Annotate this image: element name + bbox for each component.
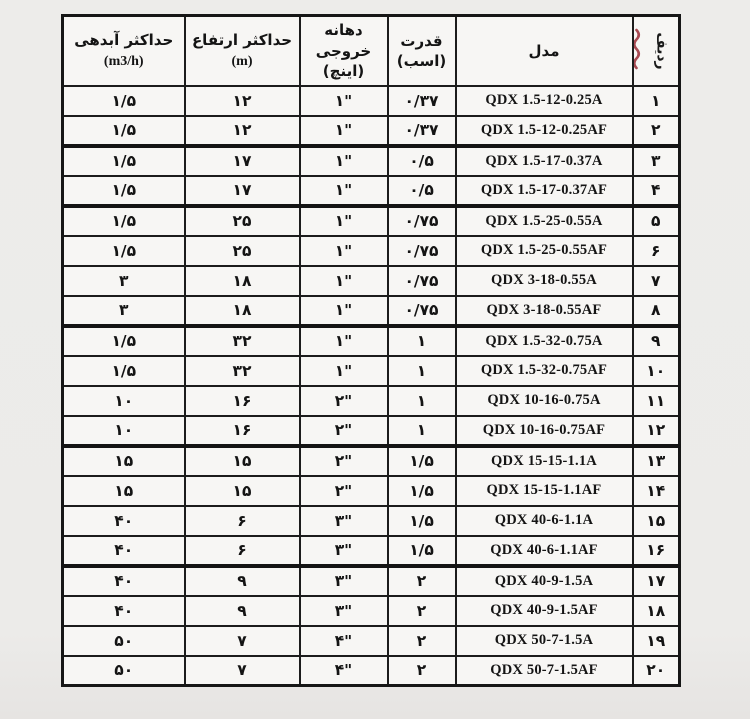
outlet-cell: ۳" bbox=[300, 596, 388, 626]
flow-cell: ۱/۵ bbox=[63, 356, 185, 386]
row-number-cell: ۲۰ bbox=[633, 656, 680, 686]
outlet-cell: ۱" bbox=[300, 266, 388, 296]
table-row bbox=[63, 446, 680, 476]
model-cell: QDX 40-6-1.1A bbox=[456, 506, 633, 536]
table-row bbox=[63, 596, 680, 626]
power-cell: ۰/۷۵ bbox=[388, 236, 456, 266]
power-cell: ۰/۵ bbox=[388, 146, 456, 176]
row-number-cell: ۱۱ bbox=[633, 386, 680, 416]
flow-cell: ۱/۵ bbox=[63, 206, 185, 236]
row-number-header-label: ردیف bbox=[653, 32, 670, 70]
head-cell: ۱۷ bbox=[185, 146, 300, 176]
flow-cell: ۵۰ bbox=[63, 626, 185, 656]
model-cell: QDX 1.5-32-0.75AF bbox=[456, 356, 633, 386]
flow-cell: ۱/۵ bbox=[63, 116, 185, 146]
outlet-cell: ۱" bbox=[300, 206, 388, 236]
outlet-cell: ۱" bbox=[300, 326, 388, 356]
model-cell: QDX 1.5-17-0.37A bbox=[456, 146, 633, 176]
header-power-label: قدرت bbox=[400, 31, 443, 50]
model-cell: QDX 3-18-0.55AF bbox=[456, 296, 633, 326]
power-cell: ۱/۵ bbox=[388, 446, 456, 476]
flow-cell: ۳ bbox=[63, 266, 185, 296]
outlet-cell: ۱" bbox=[300, 176, 388, 206]
power-cell: ۰/۷۵ bbox=[388, 266, 456, 296]
table-row bbox=[63, 416, 680, 446]
model-cell: QDX 1.5-12-0.25A bbox=[456, 86, 633, 116]
table-row bbox=[63, 476, 680, 506]
head-cell: ۶ bbox=[185, 506, 300, 536]
outlet-cell: ۲" bbox=[300, 476, 388, 506]
power-cell: ۰/۷۵ bbox=[388, 296, 456, 326]
header-head-unit: (m) bbox=[231, 53, 253, 69]
head-cell: ۷ bbox=[185, 626, 300, 656]
row-number-cell: ۳ bbox=[633, 146, 680, 176]
flow-cell: ۱/۵ bbox=[63, 86, 185, 116]
row-number-cell: ۴ bbox=[633, 176, 680, 206]
power-cell: ۰/۳۷ bbox=[388, 86, 456, 116]
table-body bbox=[63, 86, 680, 686]
model-cell: QDX 1.5-25-0.55A bbox=[456, 206, 633, 236]
model-cell: QDX 1.5-12-0.25AF bbox=[456, 116, 633, 146]
power-cell: ۱/۵ bbox=[388, 476, 456, 506]
table-row bbox=[63, 86, 680, 116]
red-squiggle-icon bbox=[633, 28, 641, 74]
row-number-cell: ۲ bbox=[633, 116, 680, 146]
head-cell: ۶ bbox=[185, 536, 300, 566]
table-row bbox=[63, 506, 680, 536]
model-cell: QDX 10-16-0.75AF bbox=[456, 416, 633, 446]
head-cell: ۱۵ bbox=[185, 446, 300, 476]
power-cell: ۰/۷۵ bbox=[388, 206, 456, 236]
flow-cell: ۴۰ bbox=[63, 566, 185, 596]
row-number-cell: ۱۳ bbox=[633, 446, 680, 476]
pump-spec-table bbox=[61, 14, 681, 687]
row-number-cell: ۸ bbox=[633, 296, 680, 326]
table-row bbox=[63, 326, 680, 356]
head-cell: ۱۸ bbox=[185, 296, 300, 326]
head-cell: ۱۲ bbox=[185, 86, 300, 116]
table-row bbox=[63, 116, 680, 146]
model-cell: QDX 40-9-1.5AF bbox=[456, 596, 633, 626]
power-cell: ۰/۳۷ bbox=[388, 116, 456, 146]
outlet-cell: ۴" bbox=[300, 626, 388, 656]
table-row bbox=[63, 176, 680, 206]
table-row bbox=[63, 266, 680, 296]
flow-cell: ۱/۵ bbox=[63, 326, 185, 356]
head-cell: ۱۸ bbox=[185, 266, 300, 296]
outlet-cell: ۱" bbox=[300, 86, 388, 116]
outlet-cell: ۱" bbox=[300, 146, 388, 176]
outlet-cell: ۱" bbox=[300, 356, 388, 386]
outlet-cell: ۱" bbox=[300, 296, 388, 326]
model-cell: QDX 1.5-25-0.55AF bbox=[456, 236, 633, 266]
table-row bbox=[63, 566, 680, 596]
model-cell: QDX 10-16-0.75A bbox=[456, 386, 633, 416]
header-outlet-label: دهانه خروجی bbox=[315, 21, 372, 60]
header-outlet-unit: (اینچ) bbox=[322, 61, 365, 80]
outlet-cell: ۳" bbox=[300, 566, 388, 596]
header-flow-unit: (m3/h) bbox=[103, 53, 144, 69]
row-number-cell: ۵ bbox=[633, 206, 680, 236]
model-cell: QDX 3-18-0.55A bbox=[456, 266, 633, 296]
outlet-cell: ۱" bbox=[300, 236, 388, 266]
flow-cell: ۳ bbox=[63, 296, 185, 326]
table-row bbox=[63, 656, 680, 686]
power-cell: ۰/۵ bbox=[388, 176, 456, 206]
flow-cell: ۱۰ bbox=[63, 416, 185, 446]
outlet-cell: ۳" bbox=[300, 536, 388, 566]
header-flow-label: حداکثر آبدهی bbox=[74, 30, 174, 49]
row-number-cell: ۷ bbox=[633, 266, 680, 296]
model-cell: QDX 50-7-1.5A bbox=[456, 626, 633, 656]
header-model bbox=[456, 16, 633, 86]
table-row bbox=[63, 536, 680, 566]
power-cell: ۱ bbox=[388, 386, 456, 416]
flow-cell: ۴۰ bbox=[63, 536, 185, 566]
model-cell: QDX 1.5-32-0.75A bbox=[456, 326, 633, 356]
flow-cell: ۱۰ bbox=[63, 386, 185, 416]
power-cell: ۲ bbox=[388, 596, 456, 626]
outlet-cell: ۳" bbox=[300, 506, 388, 536]
header-outlet bbox=[300, 16, 388, 86]
row-number-cell: ۱۲ bbox=[633, 416, 680, 446]
flow-cell: ۱۵ bbox=[63, 476, 185, 506]
outlet-cell: ۲" bbox=[300, 446, 388, 476]
power-cell: ۲ bbox=[388, 566, 456, 596]
row-number-cell: ۶ bbox=[633, 236, 680, 266]
row-number-cell: ۱۶ bbox=[633, 536, 680, 566]
outlet-cell: ۴" bbox=[300, 656, 388, 686]
flow-cell: ۱۵ bbox=[63, 446, 185, 476]
flow-cell: ۴۰ bbox=[63, 596, 185, 626]
head-cell: ۱۵ bbox=[185, 476, 300, 506]
flow-cell: ۱/۵ bbox=[63, 146, 185, 176]
header-head bbox=[185, 16, 300, 86]
head-cell: ۲۵ bbox=[185, 236, 300, 266]
head-cell: ۳۲ bbox=[185, 326, 300, 356]
table-row bbox=[63, 206, 680, 236]
table-row bbox=[63, 236, 680, 266]
head-cell: ۳۲ bbox=[185, 356, 300, 386]
row-number-cell: ۹ bbox=[633, 326, 680, 356]
row-number-cell: ۱۸ bbox=[633, 596, 680, 626]
header-power bbox=[388, 16, 456, 86]
power-cell: ۲ bbox=[388, 656, 456, 686]
power-cell: ۱ bbox=[388, 356, 456, 386]
head-cell: ۱۷ bbox=[185, 176, 300, 206]
flow-cell: ۴۰ bbox=[63, 506, 185, 536]
head-cell: ۹ bbox=[185, 566, 300, 596]
row-number-cell: ۱۴ bbox=[633, 476, 680, 506]
power-cell: ۲ bbox=[388, 626, 456, 656]
row-number-cell: ۱۰ bbox=[633, 356, 680, 386]
table-row bbox=[63, 356, 680, 386]
model-cell: QDX 1.5-17-0.37AF bbox=[456, 176, 633, 206]
power-cell: ۱/۵ bbox=[388, 536, 456, 566]
table-row bbox=[63, 296, 680, 326]
header-model-label: مدل bbox=[528, 41, 560, 60]
outlet-cell: ۱" bbox=[300, 116, 388, 146]
power-cell: ۱ bbox=[388, 416, 456, 446]
power-cell: ۱/۵ bbox=[388, 506, 456, 536]
head-cell: ۹ bbox=[185, 596, 300, 626]
row-number-cell: ۱۵ bbox=[633, 506, 680, 536]
head-cell: ۱۶ bbox=[185, 416, 300, 446]
head-cell: ۲۵ bbox=[185, 206, 300, 236]
header-head-label: حداکثر ارتفاع bbox=[191, 30, 293, 49]
model-cell: QDX 40-6-1.1AF bbox=[456, 536, 633, 566]
header-flow bbox=[63, 16, 185, 86]
model-cell: QDX 50-7-1.5AF bbox=[456, 656, 633, 686]
header-row bbox=[63, 16, 680, 86]
table-row bbox=[63, 146, 680, 176]
model-cell: QDX 15-15-1.1AF bbox=[456, 476, 633, 506]
power-cell: ۱ bbox=[388, 326, 456, 356]
table-row bbox=[63, 386, 680, 416]
row-number-cell: ۱۹ bbox=[633, 626, 680, 656]
head-cell: ۷ bbox=[185, 656, 300, 686]
model-cell: QDX 15-15-1.1A bbox=[456, 446, 633, 476]
head-cell: ۱۶ bbox=[185, 386, 300, 416]
flow-cell: ۱/۵ bbox=[63, 176, 185, 206]
header-row-number bbox=[633, 16, 680, 86]
table-row bbox=[63, 626, 680, 656]
outlet-cell: ۲" bbox=[300, 416, 388, 446]
outlet-cell: ۲" bbox=[300, 386, 388, 416]
model-cell: QDX 40-9-1.5A bbox=[456, 566, 633, 596]
row-number-cell: ۱ bbox=[633, 86, 680, 116]
flow-cell: ۵۰ bbox=[63, 656, 185, 686]
flow-cell: ۱/۵ bbox=[63, 236, 185, 266]
header-power-unit: (اسب) bbox=[396, 51, 447, 70]
head-cell: ۱۲ bbox=[185, 116, 300, 146]
row-number-cell: ۱۷ bbox=[633, 566, 680, 596]
